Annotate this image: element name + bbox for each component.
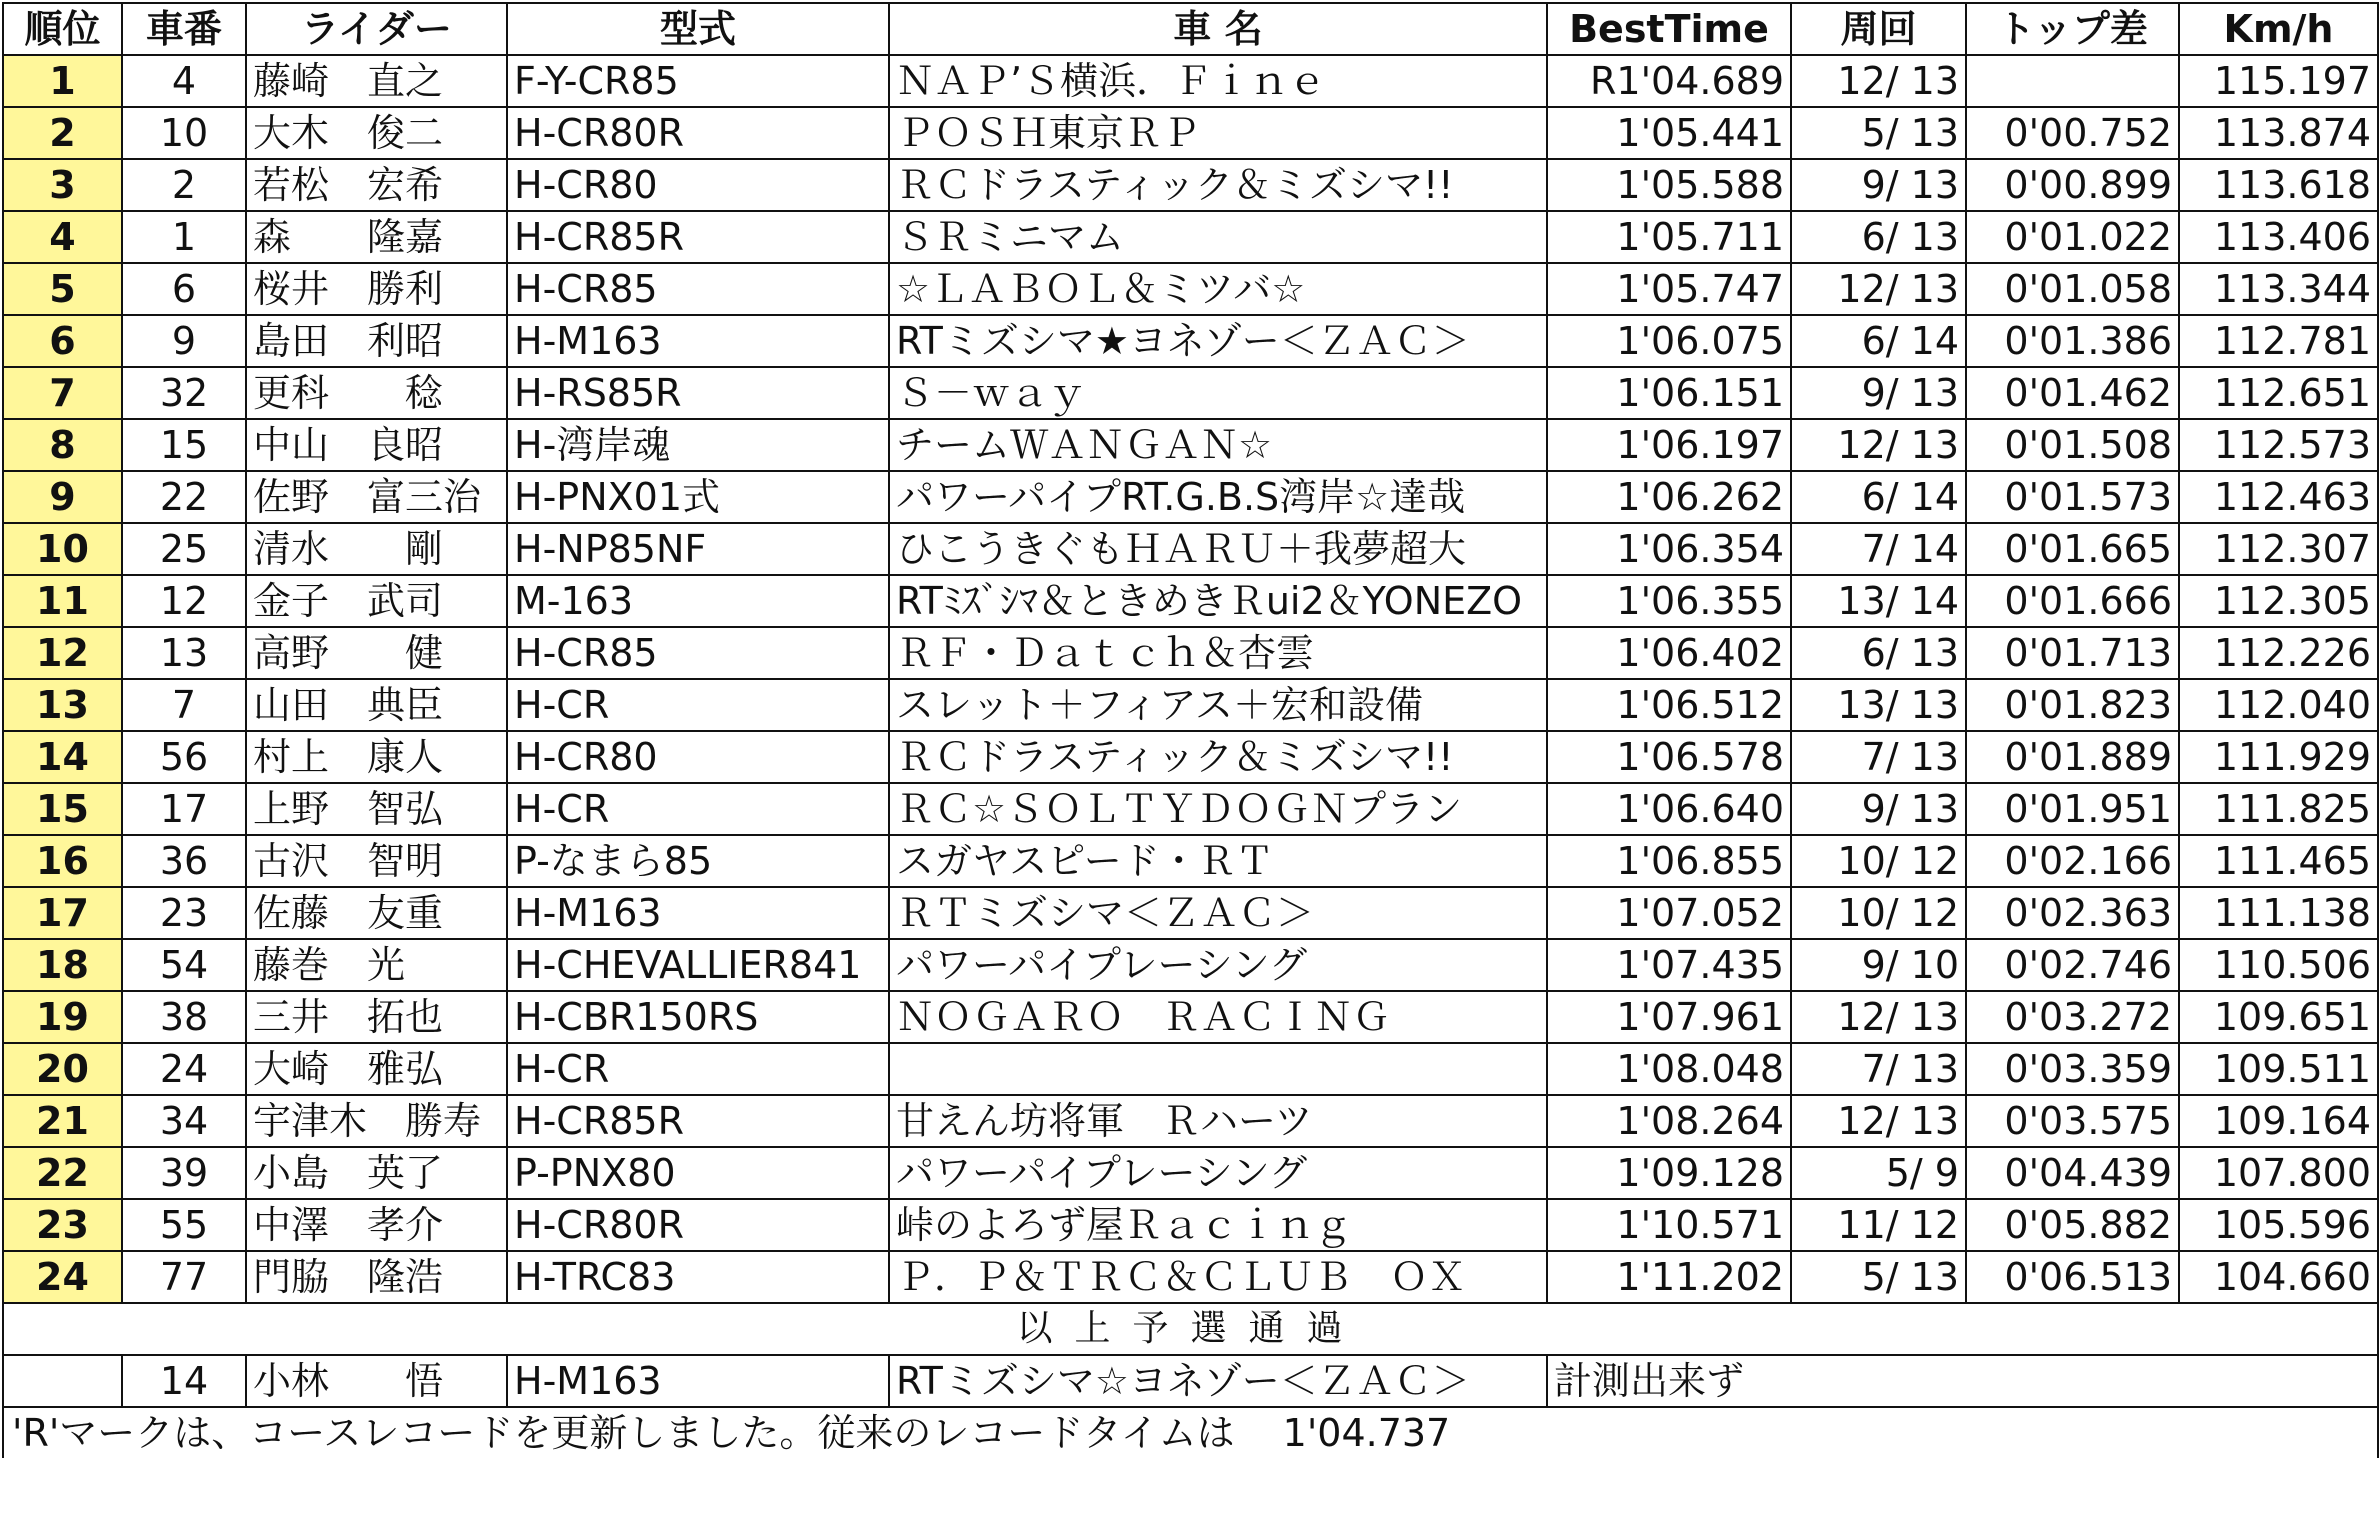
team-cell: ＲＣ☆ＳＯＬＴＹＤＯＧＮプラン — [889, 783, 1547, 835]
nonqualifier-team: RTミズシマ☆ヨネゾー＜ＺＡＣ＞ — [889, 1355, 1547, 1407]
model-cell: H-CR85 — [507, 263, 889, 315]
speed-cell: 115.197 — [2179, 55, 2378, 107]
best-time-cell: 1'06.512 — [1547, 679, 1791, 731]
speed-cell: 112.651 — [2179, 367, 2378, 419]
header-speed: Km/h — [2179, 3, 2378, 55]
number-cell: 25 — [122, 523, 246, 575]
rider-cell: 藤崎 直之 — [246, 55, 507, 107]
rider-cell: 桜井 勝利 — [246, 263, 507, 315]
model-cell: F-Y-CR85 — [507, 55, 889, 107]
table-row — [3, 1199, 2378, 1251]
team-cell: ＲＦ・Ｄａｔｃｈ＆杏雲 — [889, 627, 1547, 679]
number-cell: 15 — [122, 419, 246, 471]
rider-cell: 清水 剛 — [246, 523, 507, 575]
speed-cell: 113.874 — [2179, 107, 2378, 159]
position-cell: 23 — [3, 1199, 122, 1251]
model-cell: H-CR85 — [507, 627, 889, 679]
model-cell: H-CR — [507, 679, 889, 731]
table-row — [3, 1147, 2378, 1199]
position-cell: 20 — [3, 1043, 122, 1095]
model-cell: P-なまら85 — [507, 835, 889, 887]
header-row — [3, 3, 2378, 55]
team-cell: チームＷＡＮＧＡＮ☆ — [889, 419, 1547, 471]
qualifier-separator: 以上予選通過 — [3, 1303, 2378, 1355]
laps-cell: 7/ 13 — [1791, 731, 1966, 783]
model-cell: H-CR85R — [507, 1095, 889, 1147]
position-cell: 6 — [3, 315, 122, 367]
laps-cell: 7/ 13 — [1791, 1043, 1966, 1095]
model-cell: H-NP85NF — [507, 523, 889, 575]
gap-cell: 0'03.575 — [1966, 1095, 2179, 1147]
laps-cell: 12/ 13 — [1791, 55, 1966, 107]
rider-cell: 中澤 孝介 — [246, 1199, 507, 1251]
team-cell: ＲＴミズシマ＜ＺＡＣ＞ — [889, 887, 1547, 939]
rider-cell: 藤巻 光 — [246, 939, 507, 991]
position-cell: 16 — [3, 835, 122, 887]
position-cell: 15 — [3, 783, 122, 835]
model-cell: H-CR80R — [507, 1199, 889, 1251]
position-cell: 18 — [3, 939, 122, 991]
position-cell: 10 — [3, 523, 122, 575]
gap-cell: 0'05.882 — [1966, 1199, 2179, 1251]
table-row — [3, 107, 2378, 159]
best-time-cell: 1'06.855 — [1547, 835, 1791, 887]
speed-cell: 112.781 — [2179, 315, 2378, 367]
team-cell: ☆ＬＡＢＯＬ＆ミツバ☆ — [889, 263, 1547, 315]
nonqualifier-status: 計測出来ず — [1547, 1355, 2378, 1407]
position-cell: 2 — [3, 107, 122, 159]
table-row — [3, 627, 2378, 679]
rider-cell: 若松 宏希 — [246, 159, 507, 211]
laps-cell: 12/ 13 — [1791, 991, 1966, 1043]
rider-cell: 大崎 雅弘 — [246, 1043, 507, 1095]
gap-cell: 0'01.462 — [1966, 367, 2179, 419]
position-cell: 14 — [3, 731, 122, 783]
position-cell: 17 — [3, 887, 122, 939]
speed-cell: 113.406 — [2179, 211, 2378, 263]
gap-cell: 0'04.439 — [1966, 1147, 2179, 1199]
gap-cell: 0'01.508 — [1966, 419, 2179, 471]
number-cell: 6 — [122, 263, 246, 315]
best-time-cell: 1'07.961 — [1547, 991, 1791, 1043]
team-cell: スガヤスピード・ＲＴ — [889, 835, 1547, 887]
rider-cell: 上野 智弘 — [246, 783, 507, 835]
record-note-text: 'R'マークは、コースレコードを更新しました。従来のレコードタイムは — [12, 1411, 1235, 1455]
rider-cell: 大木 俊二 — [246, 107, 507, 159]
speed-cell: 109.651 — [2179, 991, 2378, 1043]
model-cell: H-CR80R — [507, 107, 889, 159]
table-row — [3, 315, 2378, 367]
model-cell: H-CBR150RS — [507, 991, 889, 1043]
rider-cell: 更科 稔 — [246, 367, 507, 419]
header-model: 型式 — [507, 3, 889, 55]
table-row — [3, 263, 2378, 315]
header-gap: トップ差 — [1966, 3, 2179, 55]
best-time-cell: 1'07.052 — [1547, 887, 1791, 939]
table-row — [3, 419, 2378, 471]
laps-cell: 6/ 13 — [1791, 627, 1966, 679]
number-cell: 32 — [122, 367, 246, 419]
number-cell: 7 — [122, 679, 246, 731]
position-cell: 13 — [3, 679, 122, 731]
table-row — [3, 1095, 2378, 1147]
laps-cell: 6/ 13 — [1791, 211, 1966, 263]
table-row — [3, 575, 2378, 627]
position-cell: 12 — [3, 627, 122, 679]
laps-cell: 10/ 12 — [1791, 887, 1966, 939]
position-cell: 22 — [3, 1147, 122, 1199]
best-time-cell: 1'08.264 — [1547, 1095, 1791, 1147]
number-cell: 9 — [122, 315, 246, 367]
number-cell: 13 — [122, 627, 246, 679]
speed-cell: 112.573 — [2179, 419, 2378, 471]
number-cell: 36 — [122, 835, 246, 887]
nonqualifier-position — [3, 1355, 122, 1407]
laps-cell: 6/ 14 — [1791, 315, 1966, 367]
best-time-cell: 1'05.588 — [1547, 159, 1791, 211]
laps-cell: 10/ 12 — [1791, 835, 1966, 887]
team-cell: ＲＣドラスティック＆ミズシマ!! — [889, 159, 1547, 211]
header-position: 順位 — [3, 3, 122, 55]
model-cell: H-TRC83 — [507, 1251, 889, 1303]
nonqualifier-model: H-M163 — [507, 1355, 889, 1407]
model-cell: P-PNX80 — [507, 1147, 889, 1199]
rider-cell: 村上 康人 — [246, 731, 507, 783]
laps-cell: 13/ 14 — [1791, 575, 1966, 627]
header-laps: 周回 — [1791, 3, 1966, 55]
laps-cell: 13/ 13 — [1791, 679, 1966, 731]
nonqualifier-number: 14 — [122, 1355, 246, 1407]
best-time-cell: 1'05.711 — [1547, 211, 1791, 263]
position-cell: 1 — [3, 55, 122, 107]
number-cell: 24 — [122, 1043, 246, 1095]
team-cell: ひこうきぐもＨＡＲＵ＋我夢超大 — [889, 523, 1547, 575]
model-cell: H-CHEVALLIER841 — [507, 939, 889, 991]
gap-cell: 0'03.359 — [1966, 1043, 2179, 1095]
best-time-cell: 1'09.128 — [1547, 1147, 1791, 1199]
laps-cell: 6/ 14 — [1791, 471, 1966, 523]
speed-cell: 111.825 — [2179, 783, 2378, 835]
gap-cell: 0'01.573 — [1966, 471, 2179, 523]
model-cell: H-CR — [507, 1043, 889, 1095]
best-time-cell: 1'06.197 — [1547, 419, 1791, 471]
table-row — [3, 523, 2378, 575]
rider-cell: 中山 良昭 — [246, 419, 507, 471]
number-cell: 56 — [122, 731, 246, 783]
speed-cell: 109.164 — [2179, 1095, 2378, 1147]
table-row — [3, 887, 2378, 939]
gap-cell — [1966, 55, 2179, 107]
laps-cell: 9/ 10 — [1791, 939, 1966, 991]
laps-cell: 5/ 13 — [1791, 107, 1966, 159]
number-cell: 38 — [122, 991, 246, 1043]
table-row — [3, 55, 2378, 107]
table-row — [3, 471, 2378, 523]
results-table — [2, 2, 2379, 1458]
team-cell — [889, 1043, 1547, 1095]
gap-cell: 0'02.746 — [1966, 939, 2179, 991]
number-cell: 12 — [122, 575, 246, 627]
number-cell: 1 — [122, 211, 246, 263]
laps-cell: 11/ 12 — [1791, 1199, 1966, 1251]
gap-cell: 0'06.513 — [1966, 1251, 2179, 1303]
gap-cell: 0'01.022 — [1966, 211, 2179, 263]
speed-cell: 112.463 — [2179, 471, 2378, 523]
speed-cell: 104.660 — [2179, 1251, 2378, 1303]
position-cell: 7 — [3, 367, 122, 419]
team-cell: 峠のよろず屋Ｒａｃｉｎｇ — [889, 1199, 1547, 1251]
team-cell: Ｓ－ｗａｙ — [889, 367, 1547, 419]
header-team: 車 名 — [889, 3, 1547, 55]
model-cell: H-PNX01式 — [507, 471, 889, 523]
rider-cell: 佐藤 友重 — [246, 887, 507, 939]
speed-cell: 113.344 — [2179, 263, 2378, 315]
team-cell: Ｐ．Ｐ＆ＴＲＣ＆ＣＬＵＢ ＯＸ — [889, 1251, 1547, 1303]
table-row — [3, 679, 2378, 731]
number-cell: 39 — [122, 1147, 246, 1199]
table-row — [3, 783, 2378, 835]
team-cell: ＰＯＳＨ東京ＲＰ — [889, 107, 1547, 159]
record-note — [3, 1407, 2378, 1458]
number-cell: 4 — [122, 55, 246, 107]
gap-cell: 0'01.713 — [1966, 627, 2179, 679]
rider-cell: 古沢 智明 — [246, 835, 507, 887]
rider-cell: 門脇 隆浩 — [246, 1251, 507, 1303]
model-cell: H-CR80 — [507, 159, 889, 211]
gap-cell: 0'02.363 — [1966, 887, 2179, 939]
speed-cell: 110.506 — [2179, 939, 2378, 991]
table-row — [3, 835, 2378, 887]
speed-cell: 107.800 — [2179, 1147, 2378, 1199]
position-cell: 3 — [3, 159, 122, 211]
table-row — [3, 731, 2378, 783]
best-time-cell: 1'06.262 — [1547, 471, 1791, 523]
laps-cell: 12/ 13 — [1791, 1095, 1966, 1147]
model-cell: H-RS85R — [507, 367, 889, 419]
number-cell: 77 — [122, 1251, 246, 1303]
best-time-cell: 1'06.402 — [1547, 627, 1791, 679]
rider-cell: 高野 健 — [246, 627, 507, 679]
team-cell: ＲＣドラスティック＆ミズシマ!! — [889, 731, 1547, 783]
laps-cell: 12/ 13 — [1791, 263, 1966, 315]
model-cell: H-湾岸魂 — [507, 419, 889, 471]
record-note-row — [3, 1407, 2378, 1458]
laps-cell: 7/ 14 — [1791, 523, 1966, 575]
results-body — [3, 55, 2378, 1303]
rider-cell: 宇津木 勝寿 — [246, 1095, 507, 1147]
position-cell: 9 — [3, 471, 122, 523]
speed-cell: 112.305 — [2179, 575, 2378, 627]
gap-cell: 0'01.058 — [1966, 263, 2179, 315]
gap-cell: 0'01.951 — [1966, 783, 2179, 835]
speed-cell: 105.596 — [2179, 1199, 2378, 1251]
number-cell: 22 — [122, 471, 246, 523]
rider-cell: 森 隆嘉 — [246, 211, 507, 263]
position-cell: 4 — [3, 211, 122, 263]
speed-cell: 111.929 — [2179, 731, 2378, 783]
position-cell: 5 — [3, 263, 122, 315]
position-cell: 24 — [3, 1251, 122, 1303]
best-time-cell: 1'06.578 — [1547, 731, 1791, 783]
best-time-cell: 1'06.640 — [1547, 783, 1791, 835]
header-number: 車番 — [122, 3, 246, 55]
position-cell: 11 — [3, 575, 122, 627]
laps-cell: 5/ 13 — [1791, 1251, 1966, 1303]
rider-cell: 三井 拓也 — [246, 991, 507, 1043]
model-cell: H-CR80 — [507, 731, 889, 783]
team-cell: スレット＋フィアス＋宏和設備 — [889, 679, 1547, 731]
number-cell: 2 — [122, 159, 246, 211]
table-row — [3, 211, 2378, 263]
gap-cell: 0'01.386 — [1966, 315, 2179, 367]
team-cell: ＮＡＰ’Ｓ横浜．Ｆｉｎｅ — [889, 55, 1547, 107]
laps-cell: 5/ 9 — [1791, 1147, 1966, 1199]
laps-cell: 9/ 13 — [1791, 367, 1966, 419]
speed-cell: 112.040 — [2179, 679, 2378, 731]
rider-cell: 島田 利昭 — [246, 315, 507, 367]
table-row — [3, 939, 2378, 991]
model-cell: H-M163 — [507, 315, 889, 367]
number-cell: 55 — [122, 1199, 246, 1251]
position-cell: 8 — [3, 419, 122, 471]
team-cell: RTﾐｽﾞｼﾏ＆ときめきＲui2＆YONEZO — [889, 575, 1547, 627]
table-row — [3, 1043, 2378, 1095]
speed-cell: 113.618 — [2179, 159, 2378, 211]
laps-cell: 9/ 13 — [1791, 159, 1966, 211]
best-time-cell: 1'06.354 — [1547, 523, 1791, 575]
table-row — [3, 991, 2378, 1043]
header-rider: ライダー — [246, 3, 507, 55]
speed-cell: 109.511 — [2179, 1043, 2378, 1095]
team-cell: パワーパイプレーシング — [889, 1147, 1547, 1199]
number-cell: 10 — [122, 107, 246, 159]
team-cell: ＮＯＧＡＲＯ ＲＡＣＩＮＧ — [889, 991, 1547, 1043]
rider-cell: 金子 武司 — [246, 575, 507, 627]
gap-cell: 0'01.889 — [1966, 731, 2179, 783]
model-cell: H-M163 — [507, 887, 889, 939]
laps-cell: 9/ 13 — [1791, 783, 1966, 835]
speed-cell: 111.138 — [2179, 887, 2378, 939]
rider-cell: 山田 典臣 — [246, 679, 507, 731]
speed-cell: 111.465 — [2179, 835, 2378, 887]
best-time-cell: 1'11.202 — [1547, 1251, 1791, 1303]
rider-cell: 小島 英了 — [246, 1147, 507, 1199]
best-time-cell: 1'10.571 — [1547, 1199, 1791, 1251]
best-time-cell: 1'06.075 — [1547, 315, 1791, 367]
speed-cell: 112.226 — [2179, 627, 2378, 679]
rider-cell: 佐野 富三治 — [246, 471, 507, 523]
team-cell: パワーパイプレーシング — [889, 939, 1547, 991]
speed-cell: 112.307 — [2179, 523, 2378, 575]
qualifier-separator-row — [3, 1303, 2378, 1355]
best-time-cell: 1'06.355 — [1547, 575, 1791, 627]
table-row — [3, 1251, 2378, 1303]
gap-cell: 0'01.665 — [1966, 523, 2179, 575]
best-time-cell: R1'04.689 — [1547, 55, 1791, 107]
number-cell: 54 — [122, 939, 246, 991]
table-row — [3, 367, 2378, 419]
team-cell: 甘えん坊将軍 Ｒハーツ — [889, 1095, 1547, 1147]
gap-cell: 0'02.166 — [1966, 835, 2179, 887]
gap-cell: 0'00.899 — [1966, 159, 2179, 211]
best-time-cell: 1'06.151 — [1547, 367, 1791, 419]
model-cell: M-163 — [507, 575, 889, 627]
best-time-cell: 1'05.441 — [1547, 107, 1791, 159]
team-cell: RTミズシマ★ヨネゾー＜ＺＡＣ＞ — [889, 315, 1547, 367]
record-note-value: 1'04.737 — [1282, 1411, 1451, 1455]
table-row — [3, 159, 2378, 211]
team-cell: ＳＲミニマム — [889, 211, 1547, 263]
nonqualifier-row — [3, 1355, 2378, 1407]
position-cell: 19 — [3, 991, 122, 1043]
team-cell: パワーパイプRT.G.B.S湾岸☆達哉 — [889, 471, 1547, 523]
laps-cell: 12/ 13 — [1791, 419, 1966, 471]
best-time-cell: 1'07.435 — [1547, 939, 1791, 991]
best-time-cell: 1'08.048 — [1547, 1043, 1791, 1095]
number-cell: 23 — [122, 887, 246, 939]
model-cell: H-CR — [507, 783, 889, 835]
gap-cell: 0'01.666 — [1966, 575, 2179, 627]
number-cell: 17 — [122, 783, 246, 835]
nonqualifier-rider: 小林 悟 — [246, 1355, 507, 1407]
gap-cell: 0'03.272 — [1966, 991, 2179, 1043]
gap-cell: 0'01.823 — [1966, 679, 2179, 731]
gap-cell: 0'00.752 — [1966, 107, 2179, 159]
number-cell: 34 — [122, 1095, 246, 1147]
best-time-cell: 1'05.747 — [1547, 263, 1791, 315]
header-best-time: BestTime — [1547, 3, 1791, 55]
model-cell: H-CR85R — [507, 211, 889, 263]
position-cell: 21 — [3, 1095, 122, 1147]
